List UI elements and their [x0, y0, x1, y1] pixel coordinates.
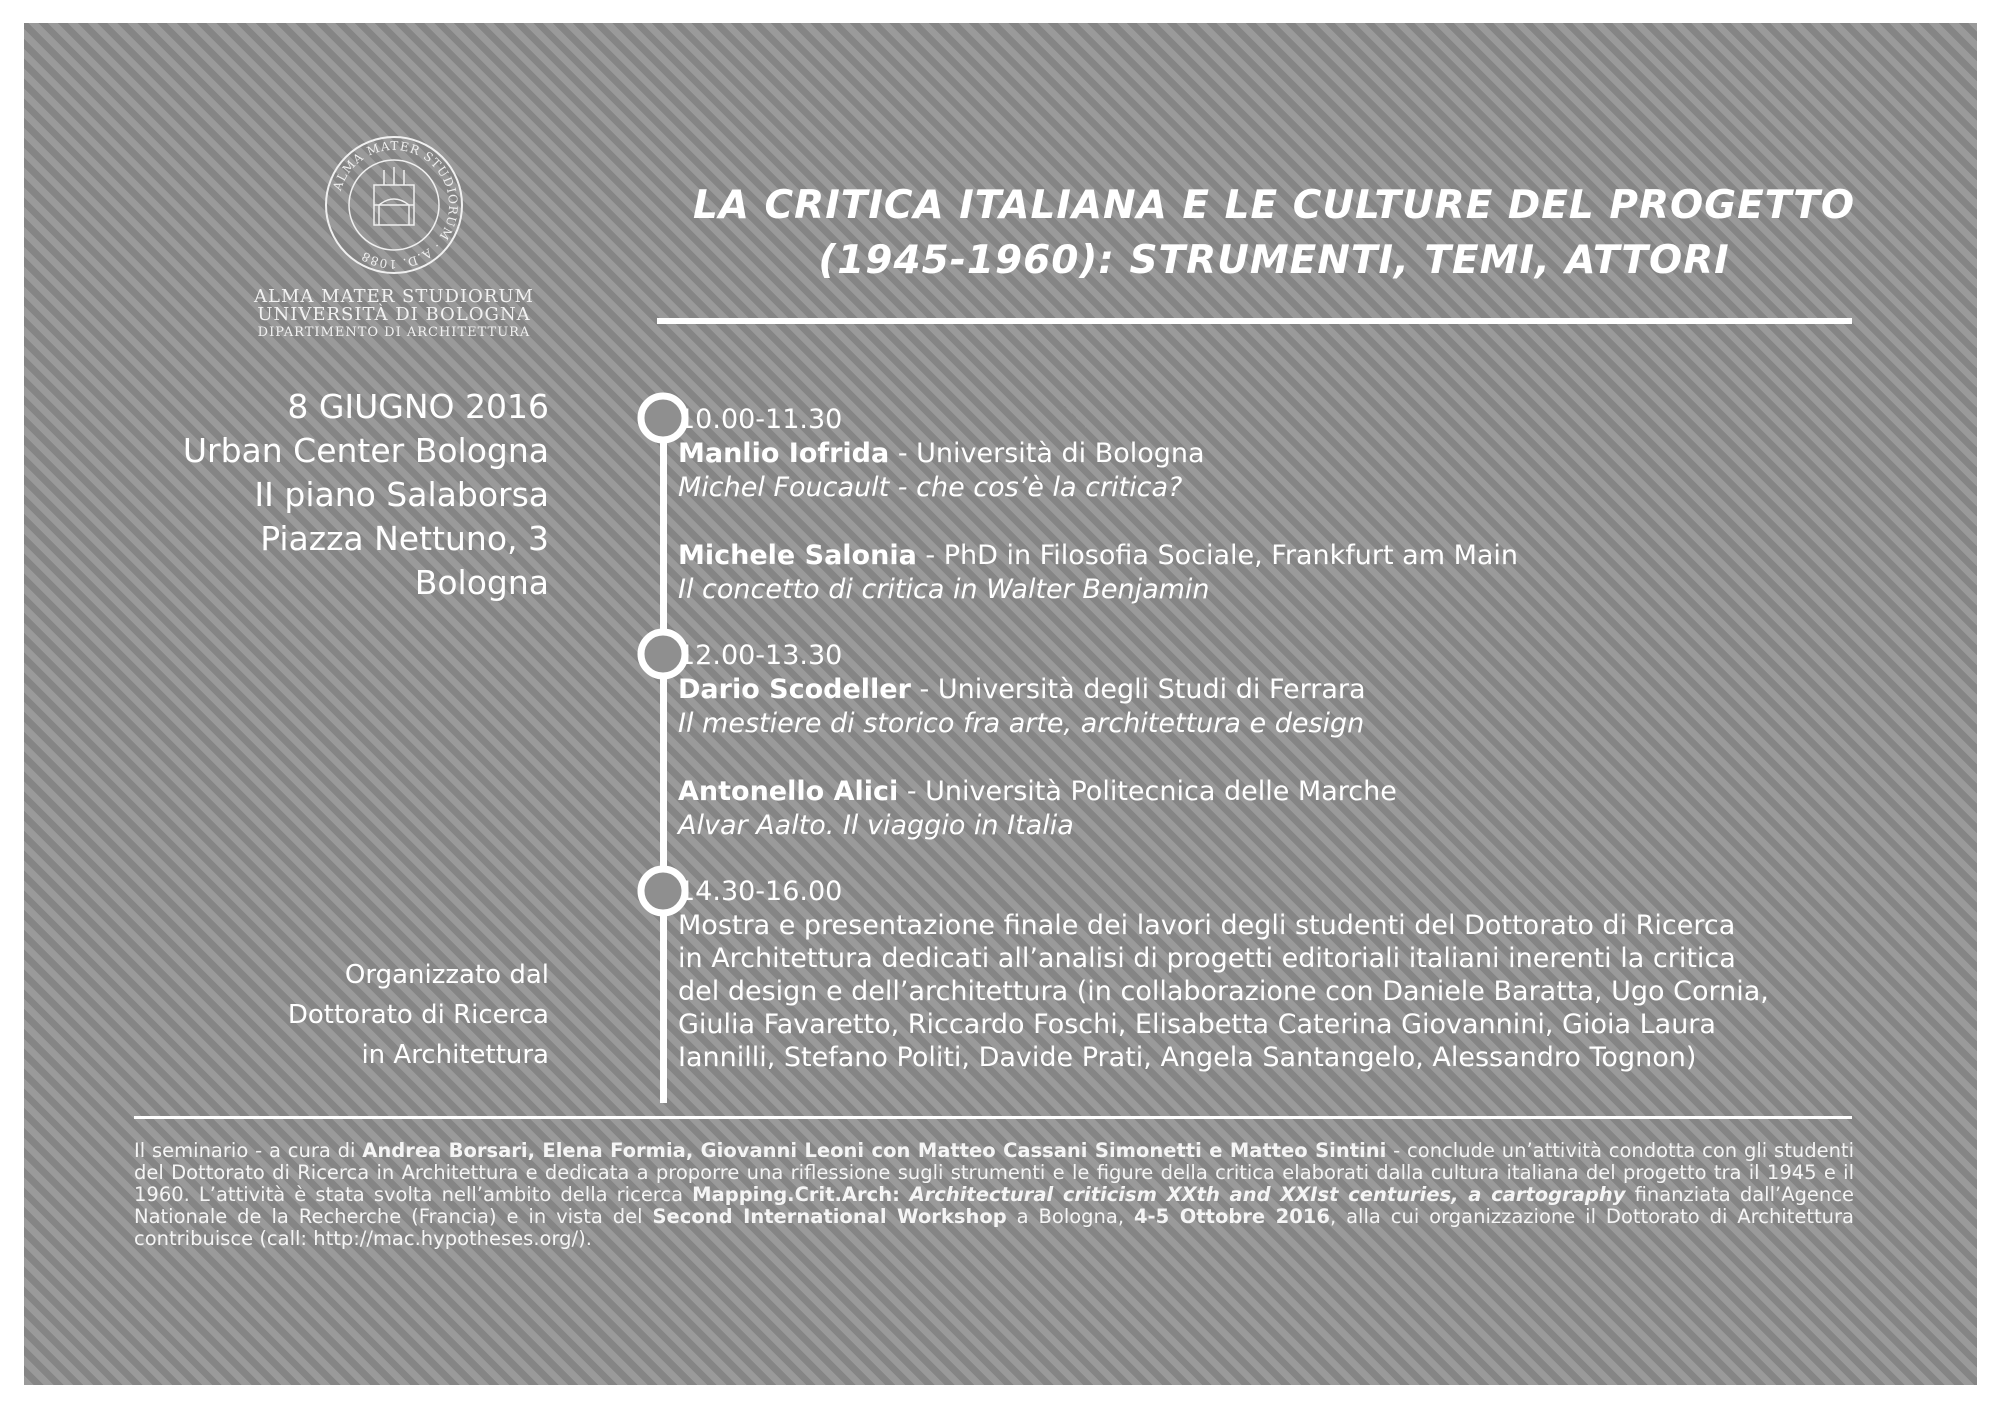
university-seal-logo	[324, 135, 464, 275]
university-city: UNIVERSITÀ DI BOLOGNA	[257, 304, 531, 325]
poster	[24, 23, 1977, 1385]
talk-3-affiliation: - Università degli Studi di Ferrara	[910, 674, 1366, 705]
talk-4-affiliation: - Università Politecnica delle Marche	[898, 776, 1397, 807]
footer-curators: Andrea Borsari, Elena Formia, Giovanni Leoni con Matteo Cassani Simonetti e Matteo Sintini	[362, 1139, 1387, 1162]
talk-3-topic	[678, 707, 1878, 741]
footer-text: , alla cui organizzazione il Dottorato di Architettura contribuisce (call: http://mac.hypotheses.org/).	[134, 1205, 1854, 1250]
talk-3	[678, 673, 1878, 707]
title-divider	[657, 318, 1852, 324]
talk-2-topic	[678, 573, 1878, 607]
talk-1-topic	[678, 471, 1878, 505]
footer-text: - conclude un’attività condotta con gli studenti del Dottorato di Ricerca in Architettura e dedicata a proporre una riflessione sugli strumenti e le figure della critica elaborati dalla cultura italiana del progetto tra il 1945 e il 1960. L’attività è stata svolta nell’ambito della ricerca	[134, 1139, 1854, 1206]
svg-text:ALMA MATER STUDIORUM · A.D. 10: ALMA MATER STUDIORUM · A.D. 1088	[330, 138, 461, 272]
organizer-line-3: in Architettura	[361, 1040, 549, 1070]
organizer-line-1: Organizzato dal	[344, 960, 549, 990]
timeline-line	[660, 413, 667, 1103]
talk-1-topic-text: Michel Foucault - che cos’è la critica?	[678, 472, 1183, 503]
event-date: 8 GIUGNO 2016	[287, 387, 549, 426]
footer-divider	[134, 1116, 1852, 1119]
event-floor: II piano Salaborsa	[254, 475, 549, 514]
talk-4-topic-text: Alvar Aalto. Il viaggio in Italia	[678, 810, 1074, 841]
talk-1-affiliation: - Università di Bologna	[889, 438, 1205, 469]
event-address: Piazza Nettuno, 3	[260, 519, 549, 558]
session-3-description-line-4: Giulia Favaretto, Riccardo Foschi, Elisabetta Caterina Giovannini, Gioia Laura	[678, 1009, 1716, 1040]
event-venue: Urban Center Bologna	[182, 431, 549, 470]
talk-1	[678, 437, 1878, 471]
footer-paragraph	[134, 1140, 1854, 1250]
session-3-description-line-1: Mostra e presentazione finale dei lavori degli studenti del Dottorato di Ricerca	[678, 910, 1736, 941]
talk-2-affiliation: - PhD in Filosofia Sociale, Frankfurt am Main	[916, 540, 1519, 571]
talk-3-topic-text: Il mestiere di storico fra arte, architettura e design	[678, 708, 1365, 739]
talk-4-topic	[678, 809, 1878, 843]
footer-workshop-date: 4-5 Ottobre 2016	[1133, 1205, 1330, 1228]
talk-4	[678, 775, 1878, 809]
event-title-line-2: (1945-1960): STRUMENTI, TEMI, ATTORI	[818, 238, 1730, 283]
session-2-time: 12.00-13.30	[678, 640, 843, 671]
event-city: Bologna	[414, 563, 549, 602]
department-name: DIPARTIMENTO DI ARCHITETTURA	[257, 325, 531, 340]
footer-workshop: Second International Workshop	[652, 1205, 1007, 1228]
footer-project-title: Architectural criticism XXth and XXIst centuries, a cartography	[899, 1183, 1626, 1206]
talk-4-speaker: Antonello Alici	[678, 776, 899, 807]
talk-3-speaker: Dario Scodeller	[678, 674, 911, 705]
organizer-line-2: Dottorato di Ricerca	[287, 1000, 549, 1030]
talk-2	[678, 539, 1878, 573]
university-name: ALMA MATER STUDIORUM	[254, 286, 534, 307]
footer-text: finanziata dall’Agence Nationale de la Recherche (Francia) e in vista del	[134, 1183, 1854, 1228]
talk-1-speaker: Manlio Iofrida	[678, 438, 890, 469]
session-3-description-line-3: del design e dell’architettura (in collaborazione con Daniele Baratta, Ugo Cornia,	[678, 976, 1769, 1007]
footer-text: a Bologna,	[1006, 1205, 1134, 1228]
talk-2-speaker: Michele Salonia	[678, 540, 917, 571]
session-3-description-line-5: Iannilli, Stefano Politi, Davide Prati, Angela Santangelo, Alessandro Tognon)	[678, 1042, 1697, 1073]
session-1-time: 10.00-11.30	[678, 404, 843, 435]
session-3-description-line-2: in Architettura dedicati all’analisi di progetti editoriali italiani inerenti la critica	[678, 943, 1736, 974]
footer-text: Il seminario - a cura di	[134, 1139, 363, 1162]
session-3-time: 14.30-16.00	[678, 876, 843, 907]
talk-2-topic-text: Il concetto di critica in Walter Benjamin	[678, 574, 1210, 605]
footer-project: Mapping.Crit.Arch:	[692, 1183, 900, 1206]
event-title-line-1: LA CRITICA ITALIANA E LE CULTURE DEL PROGETTO	[692, 183, 1856, 228]
